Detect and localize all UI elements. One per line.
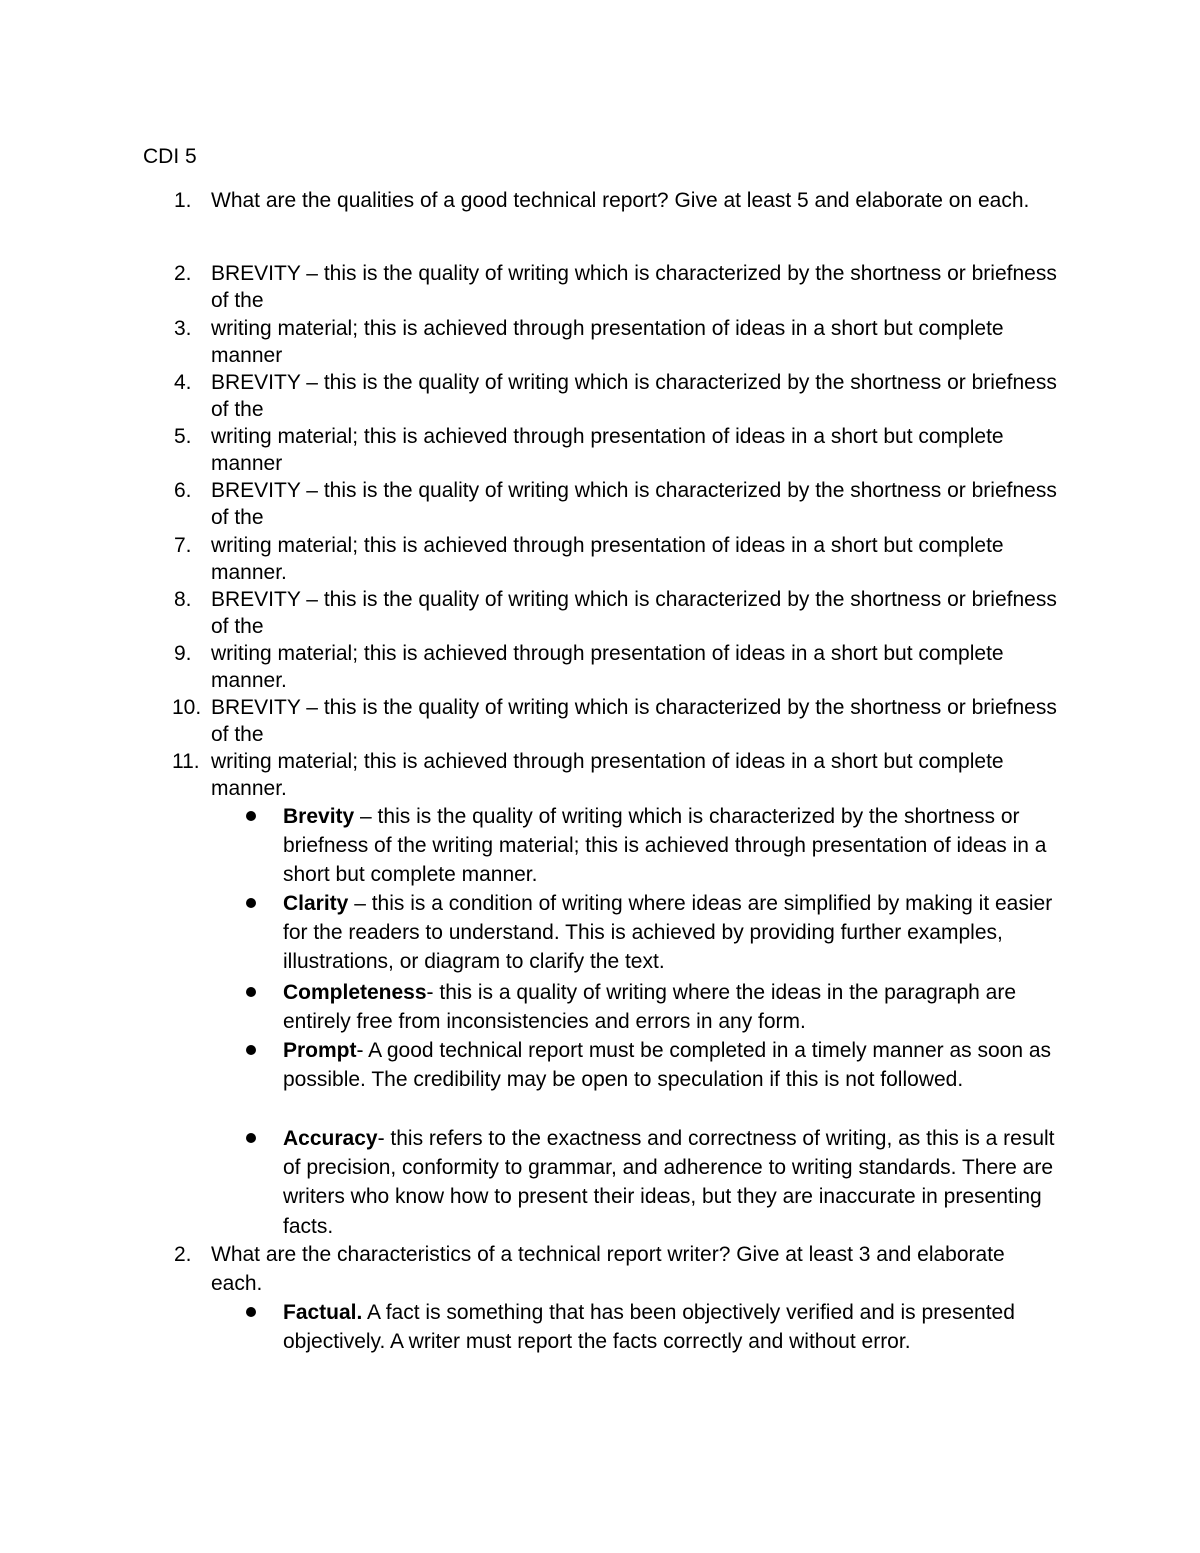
- item-text: BREVITY – this is the quality of writing which is characterized by the shortness or briefness of the: [211, 479, 1057, 530]
- bullet-term: Completeness: [283, 981, 427, 1004]
- bullet-text: [283, 1124, 1073, 1241]
- bullet-dot-icon: [246, 1045, 256, 1055]
- bullet-dot-icon: [246, 1307, 256, 1317]
- item-number: 1.: [174, 189, 192, 212]
- bullet-term: Prompt: [283, 1039, 357, 1062]
- item-text: writing material; this is achieved through presentation of ideas in a short but complete manner.: [211, 642, 1004, 693]
- bullet-text: [283, 1298, 1073, 1356]
- item-number: 11.: [172, 750, 200, 773]
- bullet-dot-icon: [246, 898, 256, 908]
- item-text: BREVITY – this is the quality of writing which is characterized by the shortness or briefness of the: [211, 696, 1057, 747]
- item-text: writing material; this is achieved through presentation of ideas in a short but complete manner: [211, 425, 1004, 476]
- item-text: BREVITY – this is the quality of writing which is characterized by the shortness or briefness of the: [211, 371, 1057, 422]
- bullet-dot-icon: [246, 987, 256, 997]
- item-text: writing material; this is achieved through presentation of ideas in a short but complete manner.: [211, 750, 1004, 801]
- item-number: 3.: [174, 317, 192, 340]
- item-number: 4.: [174, 371, 192, 394]
- bullet-description: - this refers to the exactness and correctness of writing, as this is a result of precision, conformity to grammar, and adherence to writing standards. There are writers who know how to present their ideas, but they are inaccurate in presenting facts.: [283, 1127, 1055, 1238]
- bullet-term: Clarity: [283, 892, 349, 915]
- bullet-description: A fact is something that has been objectively verified and is presented objectively. A writer must report the facts correctly and without error.: [283, 1301, 1015, 1354]
- bullet-description: - A good technical report must be completed in a timely manner as soon as possible. The credibility may be open to speculation if this is not followed.: [283, 1039, 1052, 1092]
- item-number: 2.: [174, 262, 192, 285]
- bullet-text: [283, 978, 1073, 1036]
- bullet-description: – this is the quality of writing which is characterized by the shortness or briefness of the writing material; this is achieved through presentation of ideas in a short but complete manner.: [283, 805, 1047, 887]
- item-text: BREVITY – this is the quality of writing which is characterized by the shortness or briefness of the: [211, 262, 1057, 313]
- item-number: 8.: [174, 588, 192, 611]
- bullet-dot-icon: [246, 1133, 256, 1143]
- bullet-text: [283, 889, 1073, 977]
- bullet-term: Factual.: [283, 1301, 363, 1324]
- item-number: 9.: [174, 642, 192, 665]
- item-text: writing material; this is achieved through presentation of ideas in a short but complete manner.: [211, 534, 1004, 585]
- bullet-term: Brevity: [283, 805, 355, 828]
- item-number: 2.: [174, 1243, 192, 1266]
- bullet-description: - this is a quality of writing where the ideas in the paragraph are entirely free from inconsistencies and errors in any form.: [283, 981, 1017, 1034]
- item-number: 7.: [174, 534, 192, 557]
- bullet-dot-icon: [246, 811, 256, 821]
- bullet-text: [283, 1036, 1073, 1094]
- item-text: What are the qualities of a good technical report? Give at least 5 and elaborate on each.: [211, 189, 1030, 212]
- bullet-text: [283, 802, 1073, 890]
- item-number: 6.: [174, 479, 192, 502]
- document-title: CDI 5: [143, 145, 197, 168]
- bullet-description: – this is a condition of writing where ideas are simplified by making it easier for the readers to understand. This is achieved by providing further examples, illustrations, or diagram to clarify the text.: [283, 892, 1053, 974]
- item-number: 5.: [174, 425, 192, 448]
- item-text: writing material; this is achieved through presentation of ideas in a short but complete manner: [211, 317, 1004, 368]
- bullet-term: Accuracy: [283, 1127, 378, 1150]
- item-text: What are the characteristics of a technical report writer? Give at least 3 and elaborate each.: [211, 1243, 1005, 1296]
- item-text: BREVITY – this is the quality of writing which is characterized by the shortness or briefness of the: [211, 588, 1057, 639]
- item-number: 10.: [172, 696, 202, 719]
